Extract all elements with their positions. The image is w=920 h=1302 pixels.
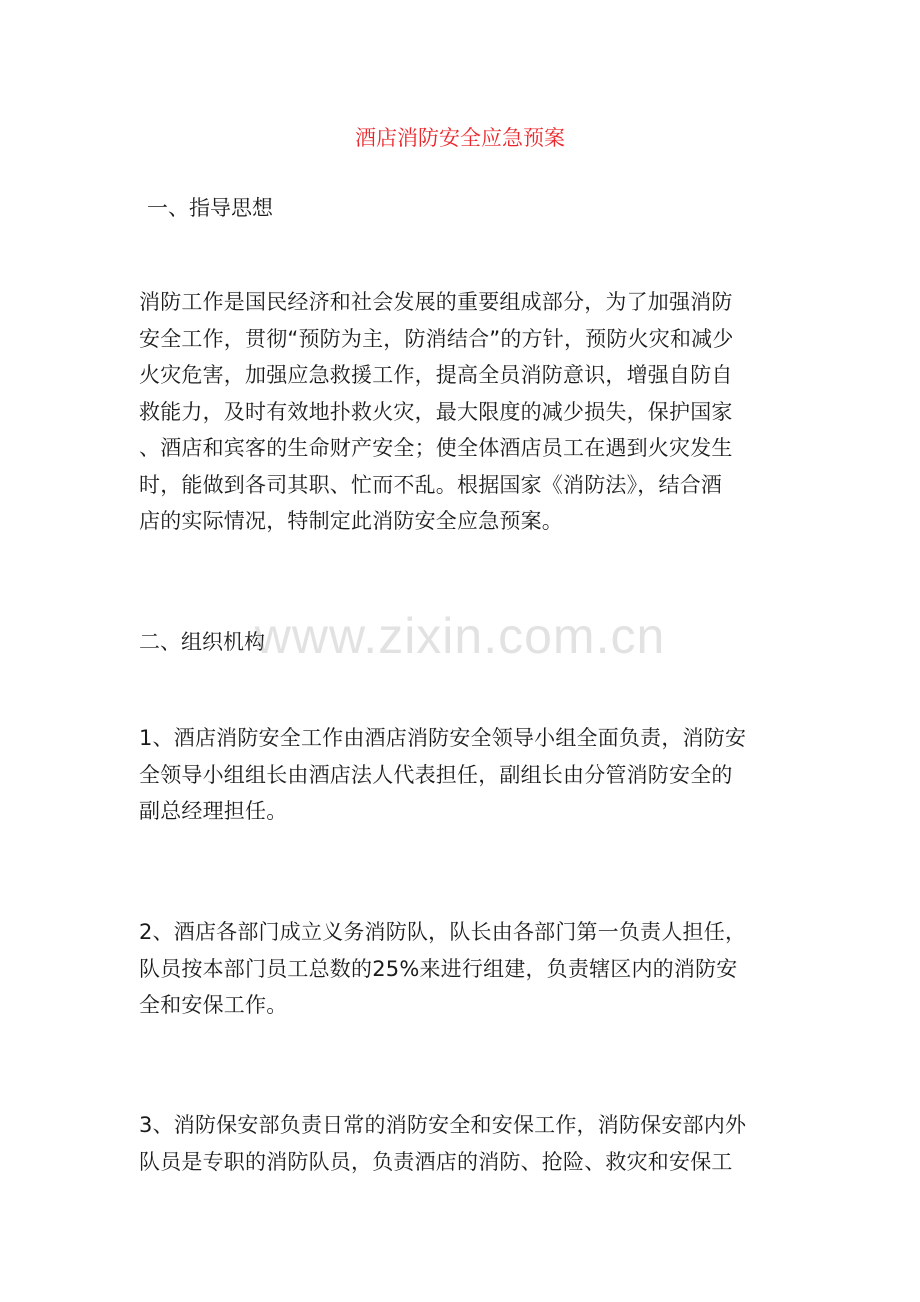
- paragraph-line: 时，能做到各司其职、忙而不乱。根据国家《消防法》，结合酒: [139, 472, 723, 497]
- paragraph-line: 全和安保工作。: [139, 993, 288, 1017]
- paragraph-guiding-ideology: [139, 284, 784, 540]
- document-title: 酒店消防安全应急预案: [355, 126, 565, 150]
- paragraph-line: 队员按本部门员工总数的25%来进行组建，负责辖区内的消防安: [139, 956, 738, 981]
- watermark: www.zixin.com.cn: [254, 608, 666, 664]
- paragraph-line: 副总经理担任。: [139, 799, 288, 823]
- paragraph-line: 2、酒店各部门成立义务消防队，队长由各部门第一负责人担任，: [139, 920, 747, 944]
- paragraph-item-1: [139, 720, 784, 830]
- section-heading-organization: 二、组织机构: [139, 630, 265, 654]
- paragraph-line: 3、消防保安部负责日常的消防安全和安保工作，消防保安部内外: [139, 1113, 747, 1137]
- paragraph-line: 救能力，及时有效地扑救火灾，最大限度的减少损失，保护国家: [139, 399, 733, 424]
- paragraph-line: 消防工作是国民经济和社会发展的重要组成部分，为了加强消防: [139, 290, 733, 314]
- paragraph-line: 火灾危害，加强应急救援工作，提高全员消防意识，增强自防自: [139, 363, 733, 387]
- paragraph-line: 队员是专职的消防队员，负责酒店的消防、抢险、救灾和安保工: [139, 1149, 733, 1174]
- paragraph-item-2: [139, 914, 784, 1024]
- paragraph-line: 1、酒店消防安全工作由酒店消防安全领导小组全面负责，消防安: [139, 726, 747, 750]
- paragraph-line: 、酒店和宾客的生命财产安全；使全体酒店员工在遇到火灾发生: [139, 436, 733, 460]
- section-heading-guiding-ideology: 一、指导思想: [147, 196, 273, 220]
- paragraph-line: 安全工作，贯彻“预防为主，防消结合”的方针，预防火灾和减少: [139, 326, 734, 351]
- paragraph-item-3: [139, 1107, 784, 1180]
- paragraph-line: 全领导小组组长由酒店法人代表担任，副组长由分管消防安全的: [139, 762, 733, 787]
- paragraph-line: 店的实际情况，特制定此消防安全应急预案。: [139, 509, 563, 533]
